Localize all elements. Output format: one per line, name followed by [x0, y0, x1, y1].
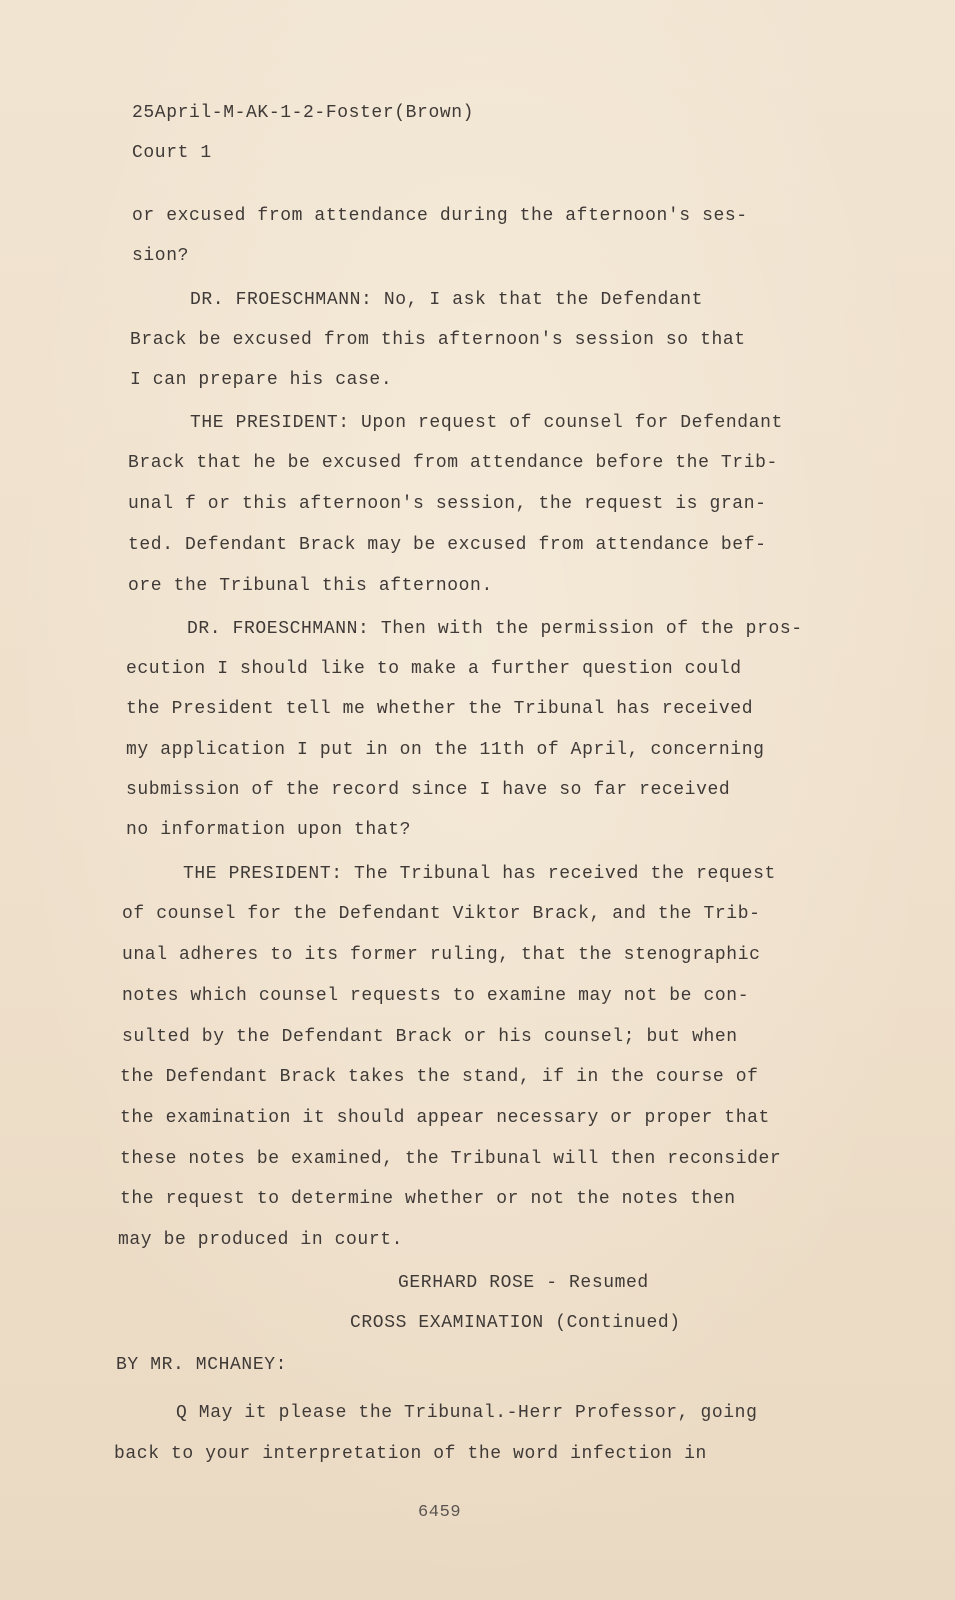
body-line: ecution I should like to make a further question could: [126, 659, 742, 679]
body-line: Brack that he be excused from attendance before the Trib-: [128, 453, 778, 473]
page-number: 6459: [418, 1503, 462, 1522]
question-line: Q May it please the Tribunal.-Herr Professor, going: [176, 1403, 758, 1423]
body-line: sion?: [132, 246, 190, 266]
header-court: Court 1: [132, 143, 212, 163]
body-line: sulted by the Defendant Brack or his counsel; but when: [122, 1027, 738, 1047]
body-line: unal adheres to its former ruling, that the stenographic: [122, 945, 761, 965]
body-line: unal f or this afternoon's session, the request is gran-: [128, 494, 767, 514]
body-line: THE PRESIDENT: The Tribunal has received the request: [183, 864, 776, 884]
body-line: notes which counsel requests to examine may not be con-: [122, 986, 750, 1006]
body-line: Brack be excused from this afternoon's session so that: [130, 330, 746, 350]
examiner-line: BY MR. MCHANEY:: [116, 1355, 288, 1375]
body-line: I can prepare his case.: [130, 370, 393, 390]
body-line: my application I put in on the 11th of April, concerning: [126, 740, 765, 760]
header-reference: 25April-M-AK-1-2-Foster(Brown): [132, 103, 475, 123]
body-line: of counsel for the Defendant Viktor Brack, and the Trib-: [122, 904, 761, 924]
body-line: submission of the record since I have so far received: [126, 780, 731, 800]
body-line: no information upon that?: [126, 820, 412, 840]
body-line: THE PRESIDENT: Upon request of counsel for Defendant: [190, 413, 783, 433]
body-line: ore the Tribunal this afternoon.: [128, 576, 493, 596]
exam-heading: CROSS EXAMINATION (Continued): [350, 1313, 681, 1333]
body-line: may be produced in court.: [118, 1230, 404, 1250]
body-line: the examination it should appear necessary or proper that: [120, 1108, 770, 1128]
body-line: DR. FROESCHMANN: No, I ask that the Defendant: [190, 290, 704, 310]
body-line: DR. FROESCHMANN: Then with the permission of the pros-: [187, 619, 803, 639]
body-line: the President tell me whether the Tribunal has received: [126, 699, 754, 719]
question-line: back to your interpretation of the word infection in: [114, 1444, 707, 1464]
body-line: ted. Defendant Brack may be excused from attendance bef-: [128, 535, 767, 555]
body-line: the request to determine whether or not the notes then: [120, 1189, 736, 1209]
body-line: these notes be examined, the Tribunal will then reconsider: [120, 1149, 782, 1169]
body-line: the Defendant Brack takes the stand, if in the course of: [120, 1067, 759, 1087]
body-line: or excused from attendance during the afternoon's ses-: [132, 206, 748, 226]
witness-heading: GERHARD ROSE - Resumed: [398, 1273, 649, 1293]
